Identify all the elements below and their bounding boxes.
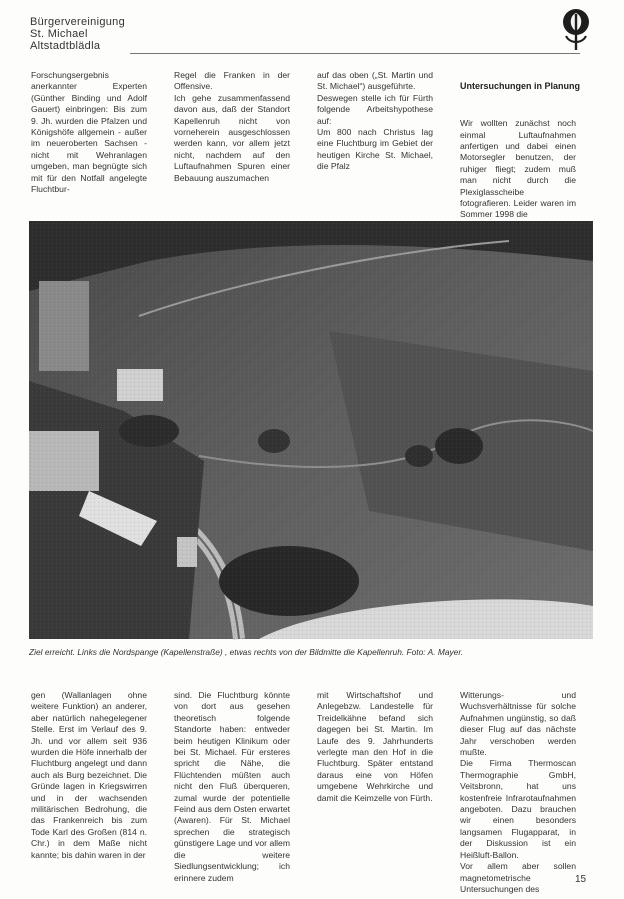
header-line-1: Bürgervereinigung — [30, 16, 125, 28]
text-column-5: gen (Wallanlagen ohne weitere Funktion) an anderer, aber natürlich nahegelegener Stelle. Erst im Verlauf des 9. Jh. und vor allem seit 936 wurden die Höfe innerhalb der Fluchtburg angelegt und dann auch als Burg bezeichnet. Die Gründe lagen in Kriegswirren und in der wachsenden militärischen Bedrohung, die das Frankenreich bis zum Tode Karl des Großen (814 n. Chr.) in dem Maße nicht kannte; bis dahin waren in der — [31, 690, 147, 860]
aerial-photo — [29, 221, 593, 639]
text-column-3: auf das oben („St. Martin und St. Michael“) ausgeführte. Deswegen stelle ich für Fürth folgende Arbeitshypothese auf: Um 800 nach Christus lag eine Fluchtburg im Gebiet der heutigen Kirche St. Michael, die Pfalz — [317, 70, 433, 172]
photo-caption: Ziel erreicht. Links die Nordspange (Kapellenstraße) , etwas rechts von der Bildmitte die Kapellenruh. Foto: A. Mayer. — [29, 647, 464, 657]
text-column-4-body: Wir wollten zunächst noch einmal Luftaufnahmen anfertigen und dabei einen Motorsegler benutzen, der ruhiger fliegt; zudem muß man nicht durch die Plexiglasscheibe fotografieren. Leider waren im Sommer 1998 die — [460, 118, 576, 220]
page-header — [30, 16, 590, 56]
text-column-2: Regel die Franken in der Offensive. Ich gehe zusammenfassend davon aus, daß der Standort Kapellenruh nicht von vorneherein ausgeschlossen werden kann, vor allem jetzt nicht, nachdem auf den Luftaufnahmen Spuren einer Bebauung auszumachen — [174, 70, 290, 183]
text-column-4 — [460, 70, 581, 220]
section-heading: Untersuchungen in Planung — [460, 81, 581, 92]
text-column-8: Witterungs- und Wuchsverhältnisse für solche Aufnahmen ungünstig, so daß dieser Flug auf das nächste Jahr verschoben werden mußte. Die Firma Thermoscan Thermographie GmbH, Veitsbronn, hat uns kostenfreie Infrarotaufnahmen angeboten. Dazu brauchen wir einen besonders langsamen Flugapparat, in der Diskussion ist ein Heißluft-Ballon. Vor allem aber sollen magnetometrische Untersuchungen des — [460, 690, 576, 894]
page-number: 15 — [575, 874, 587, 885]
text-column-1: Forschungsergebnis anerkannter Experten (Günther Binding und Adolf Gauert) einbringen: Bis zum 9. Jh. wurden die Pfalzen und Königshöfe allgemein - außer im neueroberten Sachsen - nicht mit Wehranlagen umgeben, man begnügte sich mit für den Notfall angelegte Fluchtbur- — [31, 70, 147, 195]
header-line-3: Altstadtblädla — [30, 40, 101, 52]
text-column-7: mit Wirtschaftshof und Anlegebzw. Landestelle für Treidelkähne befand sich dagegen bei St. Martin. Im Laufe des 9. Jahrhunderts verlegte man den Hof in die Fluchtburg. Später entstand daraus eine von Höfen umgebene Wehrkirche und damit die Keimzelle von Fürth. — [317, 690, 433, 803]
header-rule — [130, 53, 580, 54]
header-line-2: St. Michael — [30, 28, 88, 40]
text-column-6: sind. Die Fluchtburg könnte von dort aus gesehen theoretisch folgende Standorte haben: entweder beim heutigen Klinikum oder bei St. Michael. Für ersteres spricht die Nähe, die Flüchtenden müßten auch nicht den Fluß überqueren, zumal wurde der potentielle Feind aus dem Osten erwartet (Awaren). Für St. Michael sprechen die strategisch günstigere Lage und vor allem die weitere Siedlungsentwicklung; ich erinnere zudem — [174, 690, 290, 883]
association-logo-icon — [558, 8, 594, 52]
